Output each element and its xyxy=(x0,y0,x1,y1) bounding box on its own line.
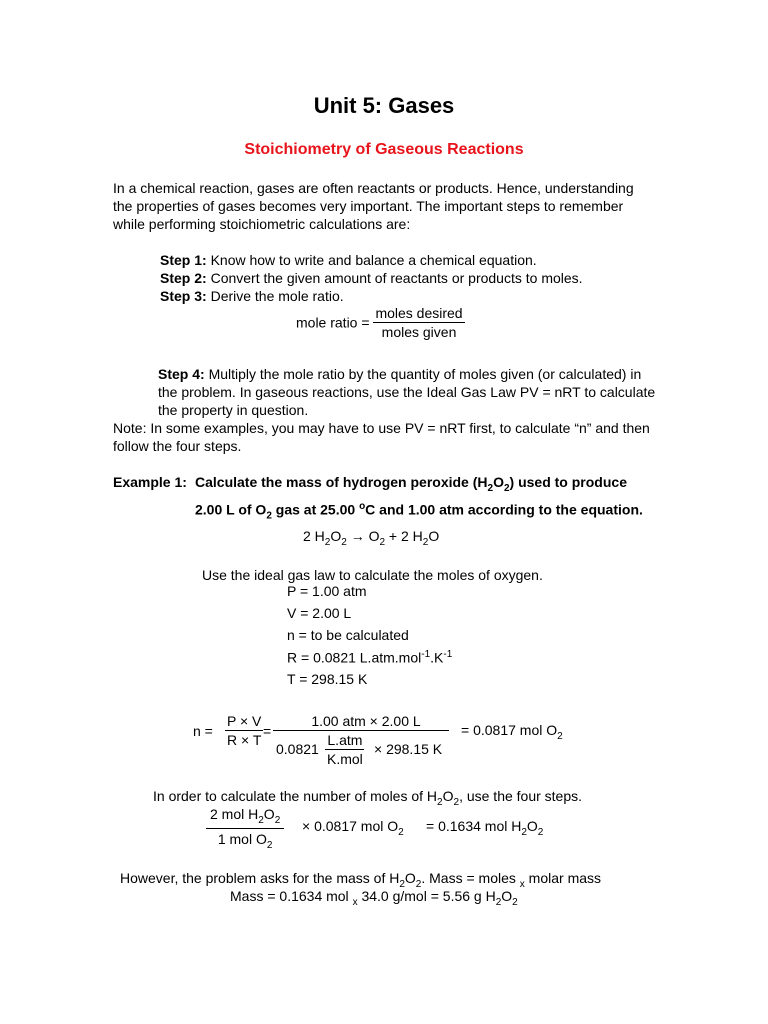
pv: P × V xyxy=(227,713,262,729)
superscript: -1 xyxy=(421,649,431,660)
reaction-part: O xyxy=(330,528,342,544)
step-label: Step 4: xyxy=(158,366,205,382)
n-result xyxy=(461,722,563,742)
mole-ratio-denominator: moles given xyxy=(381,324,457,340)
n-equals: n = xyxy=(193,723,213,739)
mole-ratio-fraction xyxy=(373,305,464,340)
given-moles: n = to be calculated xyxy=(287,627,409,643)
step-2 xyxy=(160,269,583,287)
ideal-gas-intro: Use the ideal gas law to calculate the moles of oxygen. xyxy=(202,567,543,583)
mass-result-line xyxy=(230,887,518,912)
page-title: Unit 5: Gases xyxy=(313,93,455,118)
subscript: 2 xyxy=(422,536,429,548)
reaction-equation xyxy=(303,528,439,548)
subscript: 2 xyxy=(341,536,347,548)
section-subtitle: Stoichiometry of Gaseous Reactions xyxy=(244,141,524,158)
example-label: Example 1: xyxy=(113,474,187,490)
subscript: 2 xyxy=(258,814,264,826)
given-pressure: P = 1.00 atm xyxy=(287,583,367,599)
moles-text: O xyxy=(263,806,275,822)
subscript: 2 xyxy=(324,536,331,548)
example-text: Calculate the mass of hydrogen peroxide (H xyxy=(195,474,488,490)
subscript: 2 xyxy=(266,510,272,522)
mole-ratio-formula xyxy=(296,305,465,340)
moles-denominator xyxy=(214,829,277,851)
subscript: 2 xyxy=(379,536,386,548)
r-unit-den: K.mol xyxy=(327,751,363,767)
equals-sign: = xyxy=(263,723,272,739)
given-gas-constant xyxy=(287,649,452,666)
example-text: ) used to produce 2.00 L of O xyxy=(195,474,627,518)
given-temperature: T = 298.15 K xyxy=(287,671,368,687)
given-volume: V = 2.00 L xyxy=(287,605,352,621)
n-result-text: = 0.0817 mol O xyxy=(461,722,558,738)
moles-text: 1 mol O xyxy=(217,830,267,847)
example-text: C and 1.00 atm according to the equation. xyxy=(365,501,643,518)
mass-text: Mass = 0.1634 mol xyxy=(230,888,353,904)
subscript: 2 xyxy=(453,796,460,808)
r-units xyxy=(325,732,365,767)
mass-text: . Mass = moles xyxy=(421,870,520,886)
subscript: 2 xyxy=(274,814,281,826)
moles-text: × 0.0817 mol O xyxy=(302,818,399,834)
reaction-part: O xyxy=(428,528,440,544)
mole-ratio-lhs: mole ratio = xyxy=(296,314,370,331)
example-question xyxy=(195,473,655,525)
step-4 xyxy=(158,365,658,419)
intro-text: , use the four steps. xyxy=(459,788,583,804)
step-label: Step 1: xyxy=(160,252,207,268)
subscript: 2 xyxy=(399,878,405,890)
mass-text: molar mass xyxy=(524,870,602,886)
mole-ratio-numerator: moles desired xyxy=(375,305,463,321)
pv-over-rt xyxy=(225,713,263,748)
subscript: 2 xyxy=(437,796,443,808)
superscript: -1 xyxy=(443,649,453,660)
moles-text: 2 mol H xyxy=(210,806,259,822)
subscript: 2 xyxy=(503,482,510,494)
reaction-part: → O xyxy=(346,528,380,544)
example-text: gas at 25.00 xyxy=(271,501,360,518)
subscript: 2 xyxy=(521,826,527,838)
times-symbol: x xyxy=(519,878,525,890)
subscript: 2 xyxy=(487,482,494,494)
intro-paragraph: In a chemical reaction, gases are often reactants or products. Hence, understanding the properties of gases becomes very important. The important steps to remember while performing stoichiometric calculations are: xyxy=(113,180,634,232)
moles-text: O xyxy=(526,818,538,834)
t-value: × 298.15 K xyxy=(374,741,443,757)
gas-constant-text: R = 0.0821 L.atm.mol xyxy=(287,649,422,666)
step-text: Multiply the mole ratio by the quantity of moles given (or calculated) in the problem. In gaseous reactions, use the Ideal Gas Law PV = nRT to calculate the property in question. xyxy=(158,366,656,418)
moles-numerator xyxy=(206,806,284,829)
step-text: Know how to write and balance a chemical equation. xyxy=(206,252,537,268)
subscript: 2 xyxy=(266,839,273,851)
moles-text: = 0.1634 mol H xyxy=(426,818,522,834)
step-text: Derive the mole ratio. xyxy=(206,288,344,304)
mole-ratio-value xyxy=(206,806,284,851)
step-text: Convert the given amount of reactants or products to moles. xyxy=(206,270,583,286)
mass-text: 34.0 g/mol = 5.56 g H xyxy=(357,888,496,904)
subscript: 2 xyxy=(398,826,404,838)
subscript: 2 xyxy=(495,896,502,908)
subscript: 2 xyxy=(557,730,563,742)
n-numerator: 1.00 atm × 2.00 L xyxy=(273,713,449,731)
subscript: 2 xyxy=(512,896,518,908)
moles-times-given xyxy=(302,818,404,838)
subscript: 2 xyxy=(537,826,544,838)
times-symbol: x xyxy=(352,896,358,908)
mass-text: O xyxy=(404,870,416,886)
step-label: Step 2: xyxy=(160,270,207,286)
reaction-part: 2 H xyxy=(303,528,325,544)
example-text: O xyxy=(493,474,504,490)
n-denominator xyxy=(273,731,449,767)
intro-text: In order to calculate the number of moles of H xyxy=(153,788,438,804)
n-big-fraction xyxy=(273,713,449,767)
step-1 xyxy=(160,251,537,269)
moles-result xyxy=(426,818,543,838)
r-value: 0.0821 xyxy=(276,741,319,757)
mass-text: O xyxy=(501,888,513,904)
mass-text: However, the problem asks for the mass of H xyxy=(120,870,400,886)
reaction-part: + 2 H xyxy=(385,528,423,544)
step-3 xyxy=(160,287,344,305)
step-label: Step 3: xyxy=(160,288,207,304)
note-paragraph: Note: In some examples, you may have to use PV = nRT first, to calculate “n” and then follow the four steps. xyxy=(113,420,650,454)
intro-text: O xyxy=(442,788,454,804)
gas-constant-text: .K xyxy=(430,649,444,666)
superscript: o xyxy=(359,500,366,512)
r-unit-num: L.atm xyxy=(327,732,363,748)
rt: R × T xyxy=(227,732,262,748)
subscript: 2 xyxy=(415,878,422,890)
